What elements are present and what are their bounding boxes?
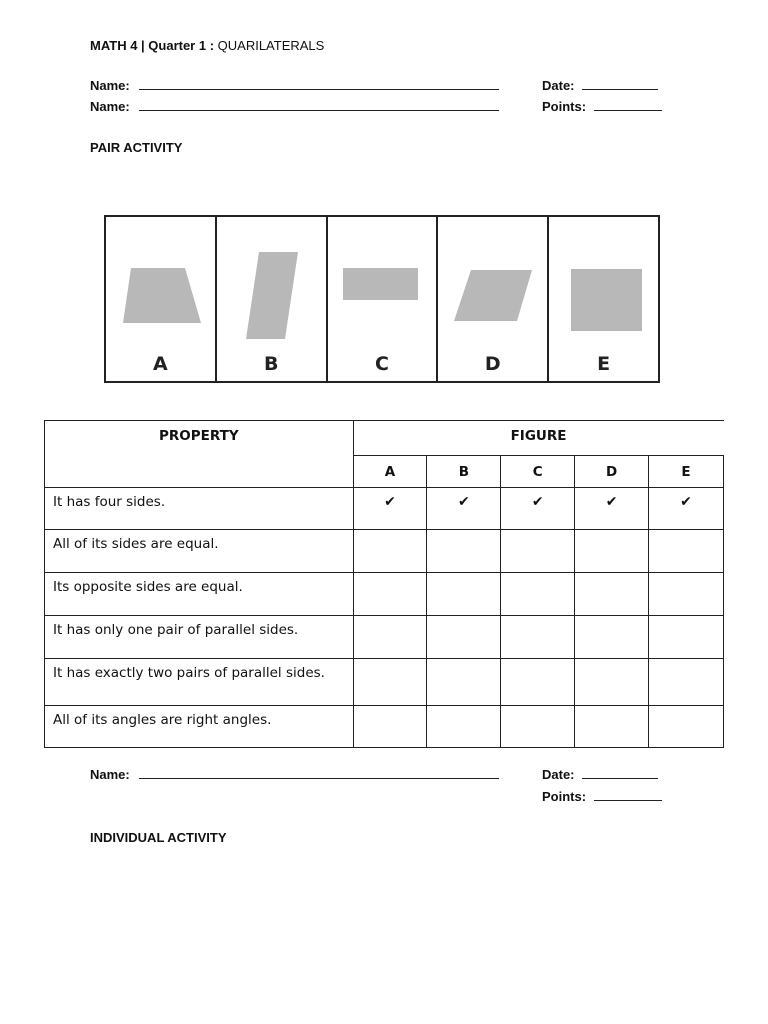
property-text: It has exactly two pairs of parallel sides. — [45, 659, 354, 706]
individual-points-field[interactable] — [542, 789, 662, 804]
individual-name-field[interactable] — [90, 767, 499, 782]
shape-cell-a — [106, 217, 217, 381]
subject-label: MATH 4 | Quarter 1 : — [90, 38, 215, 53]
name-line[interactable] — [139, 99, 499, 111]
check-cell[interactable] — [649, 530, 724, 573]
shapes-figure — [104, 215, 660, 383]
name-label: Name: — [90, 99, 130, 114]
check-cell[interactable] — [427, 616, 501, 659]
date-line[interactable] — [582, 767, 658, 779]
property-table — [44, 420, 724, 748]
property-text: Its opposite sides are equal. — [45, 573, 354, 616]
figure-col-a: A — [353, 456, 427, 488]
property-header: PROPERTY — [45, 421, 354, 488]
check-cell[interactable]: ✔ — [427, 488, 501, 530]
check-cell[interactable] — [501, 706, 575, 748]
name-field-1[interactable] — [90, 78, 499, 93]
table-row — [45, 659, 724, 706]
shape-cell-d — [438, 217, 549, 381]
figure-header: FIGURE — [353, 421, 723, 456]
check-cell[interactable]: ✔ — [501, 488, 575, 530]
date-field[interactable] — [542, 78, 658, 93]
shape-letter: E — [597, 353, 611, 375]
individual-date-field[interactable] — [542, 767, 658, 782]
figure-col-d: D — [575, 456, 649, 488]
date-label: Date: — [542, 78, 575, 93]
table-row — [45, 488, 724, 530]
name-label: Name: — [90, 767, 130, 782]
name-label: Name: — [90, 78, 130, 93]
shape-letter: B — [263, 353, 279, 375]
check-cell[interactable] — [353, 706, 427, 748]
check-cell[interactable] — [353, 659, 427, 706]
check-cell[interactable] — [353, 573, 427, 616]
table-row — [45, 530, 724, 573]
check-cell[interactable] — [501, 530, 575, 573]
points-field[interactable] — [542, 99, 662, 114]
check-cell[interactable] — [501, 659, 575, 706]
check-cell[interactable]: ✔ — [649, 488, 724, 530]
check-cell[interactable] — [575, 616, 649, 659]
check-cell[interactable]: ✔ — [353, 488, 427, 530]
property-text: It has four sides. — [45, 488, 354, 530]
topic-label: QUARILATERALS — [217, 38, 325, 53]
check-cell[interactable] — [649, 706, 724, 748]
name-line[interactable] — [139, 78, 499, 90]
check-cell[interactable] — [649, 659, 724, 706]
worksheet-header — [90, 38, 324, 53]
points-label: Points: — [542, 789, 587, 804]
shape-cell-b — [217, 217, 328, 381]
check-cell[interactable] — [575, 659, 649, 706]
check-cell[interactable] — [649, 573, 724, 616]
check-cell[interactable]: ✔ — [575, 488, 649, 530]
name-field-2[interactable] — [90, 99, 499, 114]
figure-col-b: B — [427, 456, 501, 488]
check-cell[interactable] — [427, 530, 501, 573]
table-row — [45, 573, 724, 616]
shape-cell-c — [328, 217, 439, 381]
points-label: Points: — [542, 99, 587, 114]
shape-letter: C — [375, 353, 389, 375]
individual-activity-title: INDIVIDUAL ACTIVITY — [90, 830, 227, 845]
check-cell[interactable] — [353, 616, 427, 659]
check-cell[interactable] — [575, 706, 649, 748]
check-cell[interactable] — [353, 530, 427, 573]
name-line[interactable] — [139, 767, 499, 779]
shape-cell-e — [549, 217, 658, 381]
points-line[interactable] — [594, 99, 662, 111]
check-cell[interactable] — [501, 573, 575, 616]
table-row — [45, 616, 724, 659]
figure-col-c: C — [501, 456, 575, 488]
pair-activity-title: PAIR ACTIVITY — [90, 140, 183, 155]
check-cell[interactable] — [575, 573, 649, 616]
date-label: Date: — [542, 767, 575, 782]
check-cell[interactable] — [427, 573, 501, 616]
table-row — [45, 706, 724, 748]
figure-col-e: E — [649, 456, 724, 488]
check-cell[interactable] — [501, 616, 575, 659]
points-line[interactable] — [594, 789, 662, 801]
shape-letter: A — [153, 353, 168, 375]
date-line[interactable] — [582, 78, 658, 90]
check-cell[interactable] — [575, 530, 649, 573]
check-cell[interactable] — [427, 659, 501, 706]
check-cell[interactable] — [427, 706, 501, 748]
property-text: All of its sides are equal. — [45, 530, 354, 573]
property-text: All of its angles are right angles. — [45, 706, 354, 748]
check-cell[interactable] — [649, 616, 724, 659]
shape-letter: D — [484, 353, 501, 375]
property-text: It has only one pair of parallel sides. — [45, 616, 354, 659]
